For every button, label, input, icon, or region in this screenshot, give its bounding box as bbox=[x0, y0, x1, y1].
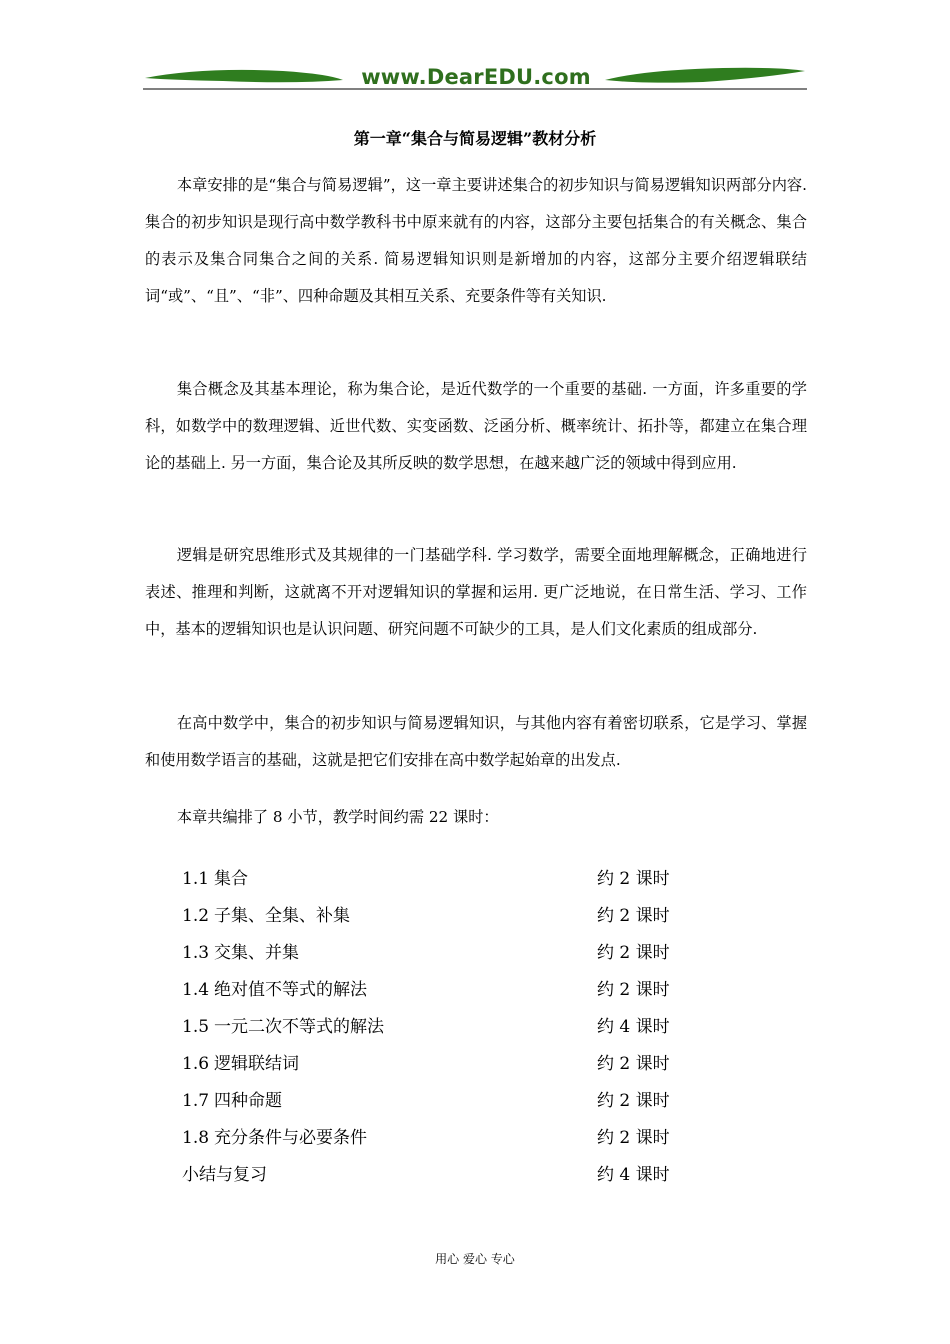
section-name: 子集、全集、补集 bbox=[214, 906, 350, 926]
section-time: 约 2 课时 bbox=[597, 1128, 670, 1148]
list-item bbox=[182, 1157, 702, 1194]
list-item bbox=[182, 1083, 702, 1120]
section-time: 约 2 课时 bbox=[597, 943, 670, 963]
section-name: 四种命题 bbox=[214, 1091, 282, 1111]
section-name: 充分条件与必要条件 bbox=[214, 1128, 367, 1148]
section-name: 逻辑联结词 bbox=[214, 1054, 299, 1074]
section-number: 1.5 bbox=[182, 1017, 210, 1037]
section-schedule-list bbox=[182, 861, 702, 1194]
section-number: 1.4 bbox=[182, 980, 210, 1000]
section-number: 1.7 bbox=[182, 1091, 210, 1111]
list-item bbox=[182, 1009, 702, 1046]
site-logo[interactable]: www.DearEDU.com bbox=[361, 65, 591, 89]
section-time: 约 4 课时 bbox=[597, 1165, 670, 1185]
list-item bbox=[182, 861, 702, 898]
section-name: 一元二次不等式的解法 bbox=[214, 1017, 384, 1037]
section-number: 1.8 bbox=[182, 1128, 210, 1148]
section-time: 约 2 课时 bbox=[597, 869, 670, 889]
section-time: 约 2 课时 bbox=[597, 1054, 670, 1074]
section-number: 1.2 bbox=[182, 906, 210, 926]
paragraph-set-theory: 集合概念及其基本理论，称为集合论，是近代数学的一个重要的基础. 一方面，许多重要的学科，如数学中的数理逻辑、近世代数、实变函数、泛函分析、概率统计、拓扑等，都建立在集合理论的基础上. 另一方面，集合论及其所反映的数学思想，在越来越广泛的领域中得到应用. bbox=[145, 380, 807, 472]
page-footer: 用心 爱心 专心 bbox=[435, 1252, 515, 1266]
paragraph-purpose: 在高中数学中，集合的初步知识与简易逻辑知识，与其他内容有着密切联系，它是学习、掌握和使用数学语言的基础，这就是把它们安排在高中数学起始章的出发点. bbox=[145, 714, 807, 769]
list-item bbox=[182, 972, 702, 1009]
paragraph-schedule: 本章共编排了 8 小节，教学时间约需 22 课时： bbox=[176, 808, 499, 826]
section-time: 约 4 课时 bbox=[597, 1017, 670, 1037]
section-time: 约 2 课时 bbox=[597, 906, 670, 926]
list-item bbox=[182, 1046, 702, 1083]
list-item bbox=[182, 1120, 702, 1157]
list-item bbox=[182, 935, 702, 972]
section-time: 约 2 课时 bbox=[597, 980, 670, 1000]
paragraph-logic: 逻辑是研究思维形式及其规律的一门基础学科. 学习数学，需要全面地理解概念，正确地进行表述、推理和判断，这就离不开对逻辑知识的掌握和运用. 更广泛地说，在日常生活、学习、工作中，基本的逻辑知识也是认识问题、研究问题不可缺少的工具，是人们文化素质的组成部分. bbox=[145, 546, 807, 638]
section-number: 1.6 bbox=[182, 1054, 210, 1074]
section-name: 小结与复习 bbox=[182, 1165, 267, 1185]
section-time: 约 2 课时 bbox=[597, 1091, 670, 1111]
list-item bbox=[182, 898, 702, 935]
section-number: 1.3 bbox=[182, 943, 210, 963]
section-number: 1.1 bbox=[182, 869, 210, 889]
paragraph-intro: 本章安排的是“集合与简易逻辑”，这一章主要讲述集合的初步知识与简易逻辑知识两部分内容. 集合的初步知识是现行高中数学教科书中原来就有的内容，这部分主要包括集合的有关概念、集合的表示及集合同集合之间的关系. 简易逻辑知识则是新增加的内容，这部分主要介绍逻辑联结词“或”、“且”、“非”、四种命题及其相互关系、充要条件等有关知识. bbox=[145, 176, 807, 305]
section-name: 绝对值不等式的解法 bbox=[214, 980, 367, 1000]
page-title: 第一章“集合与简易逻辑”教材分析 bbox=[353, 129, 597, 148]
section-name: 集合 bbox=[214, 869, 248, 889]
section-name: 交集、并集 bbox=[214, 943, 299, 963]
page-header bbox=[143, 62, 807, 92]
